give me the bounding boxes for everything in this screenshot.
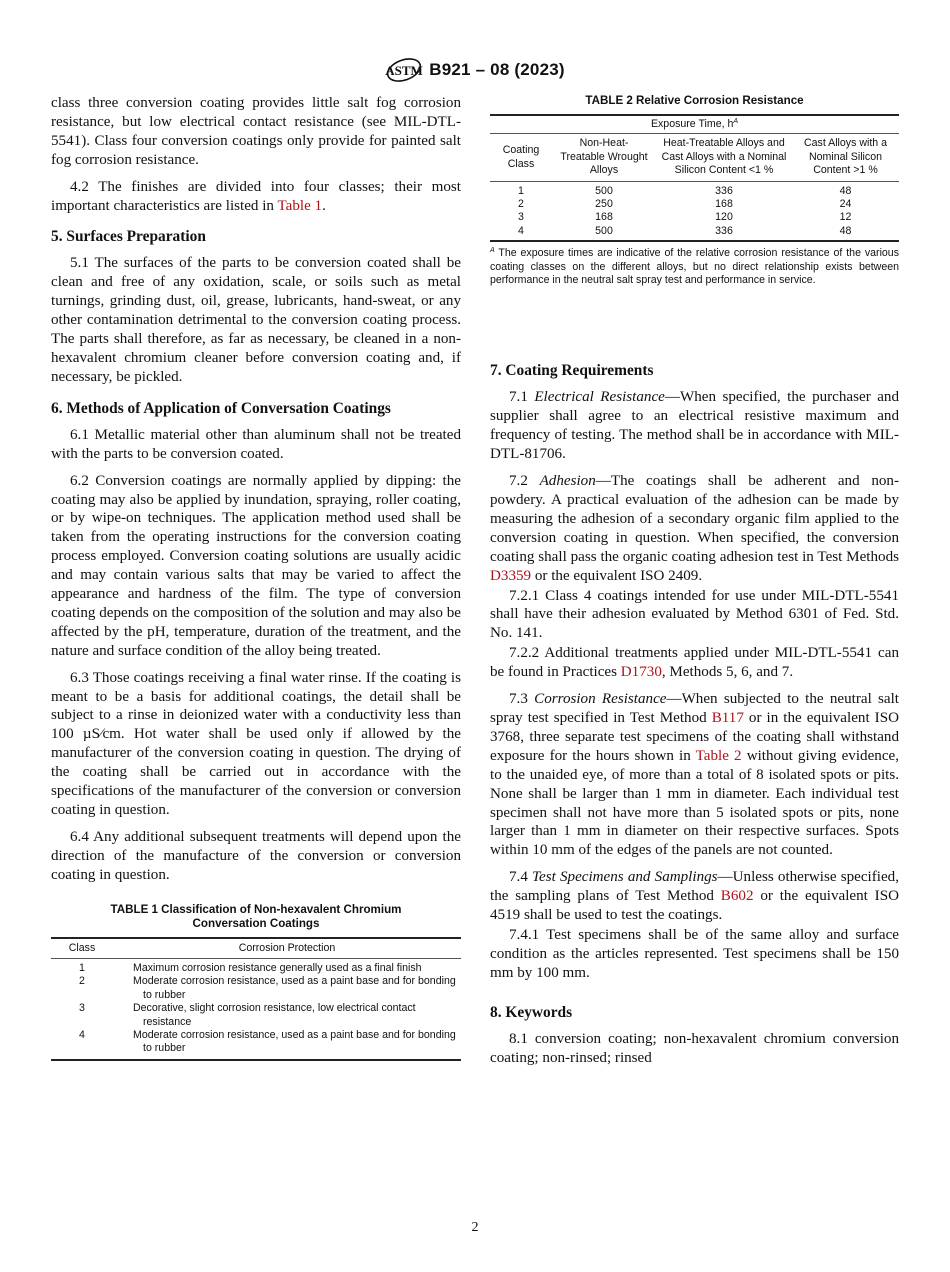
cell-class: 2 <box>79 975 85 988</box>
table-2-footnote <box>490 247 899 287</box>
cell: 500 <box>595 224 613 237</box>
paragraph-6-3: 6.3 Those coatings receiving a final water rinse. If the coating is meant to be a basis for additional coatings, the detail shall be subject to a rinse in deionized water with a conductivity less than 100 µS⁄cm. Hot water shall be used only if allowed by the manufacturer of the conversion coating in question. The drying of the coating shall be carried out in accordance with the specifications of the manufacturer of the conversion or conversion coating in question. <box>51 669 461 818</box>
cell: 4 <box>518 224 524 237</box>
page-header <box>0 56 950 89</box>
svg-text:ASTM: ASTM <box>385 63 424 78</box>
cell-class: 4 <box>79 1029 85 1042</box>
cell: 250 <box>595 198 613 211</box>
subsection-title: Adhesion <box>539 473 596 490</box>
paragraph-continued: class three conversion coating provides little salt fog corrosion resistance, but low electrical contact resistance (see MIL-DTL-5541). Class four conversion coatings only provide for painted salt fog corrosion resistance. <box>51 95 461 168</box>
paragraph-5-1: 5.1 The surfaces of the parts to be conversion coated shall be clean and free of any oxidation, scale, or soils such as metal turnings, grinding dust, oil, grease, lubricants, hand-sweat, or any other contamination detrimental to the conversion coating process. The parts shall therefore, as far as necessary, be cleaned in a non-hexavalent chromium cleaner before conversion coating and, if necessary, be pickled. <box>51 255 461 385</box>
paragraph-6-4: 6.4 Any additional subsequent treatments will depend upon the direction of the manufacture of the conversion or conversion coating in question. <box>51 828 461 883</box>
d3359-link[interactable]: D3359 <box>490 567 532 584</box>
cell: 336 <box>715 224 733 237</box>
cell-desc: Moderate corrosion resistance, used as a paint base and for bonding to rubber <box>133 975 456 1001</box>
text: 4.2 The finishes are divided into four classes; their most important characteristics are listed in <box>51 178 461 214</box>
section-8-heading: 8. Keywords <box>490 1003 573 1021</box>
table-row <box>490 181 899 198</box>
text: or the equivalent ISO 4519 shall be used to test the coatings. <box>490 888 899 924</box>
table-row <box>51 959 461 976</box>
table-2 <box>490 94 899 287</box>
cell: 336 <box>715 184 733 197</box>
cell: 2 <box>518 198 524 211</box>
table-row <box>51 1002 461 1029</box>
table-2-title: TABLE 2 Relative Corrosion Resistance <box>585 94 804 107</box>
subsection-title: Electrical Resistance <box>534 389 665 406</box>
cell: 24 <box>839 198 852 211</box>
subsection-title: Corrosion Resistance <box>534 691 667 708</box>
header-heat-treatable: Heat-Treatable Alloys and Cast Alloys with a Nominal Silicon Content <1 % <box>661 137 787 177</box>
paragraph-7-2-1: 7.2.1 Class 4 coatings intended for use under MIL-DTL-5541 shall have their adhesion evaluated by Method 6301 of Fed. Std. No. 141. <box>490 587 899 642</box>
text: or in the equivalent ISO 3768, three separate test specimens of the coating shall withstand exposure for the hours shown in <box>490 709 899 764</box>
table-row <box>51 975 461 1002</box>
text: . <box>322 197 326 214</box>
text: 7.4 <box>509 869 533 886</box>
paragraph-4-2 <box>51 178 461 216</box>
text: —The coatings shall be adherent and non-powdery. A practical evaluation of the adhesion can be made by measuring the adhesion of a secondary organic film applied to the conversion coating in question. When specified, the conversion coating shall pass the organic coating adhesion test in Test Methods <box>490 473 899 565</box>
text: or the equivalent ISO 2409. <box>531 567 703 584</box>
cell: 48 <box>839 224 852 237</box>
text: —When specified, the purchaser and supplier shall agree to an electrical resistive maximum and frequency of testing. The method shall be in accordance with MIL-DTL-81706. <box>490 389 899 463</box>
paragraph-7-2 <box>490 472 899 585</box>
paragraph-7-4 <box>490 868 899 925</box>
text: 7.1 <box>509 389 535 406</box>
table-row <box>490 198 899 211</box>
table-1 <box>51 903 461 1061</box>
b117-link[interactable]: B117 <box>711 709 744 726</box>
footnote-mark: A <box>733 118 739 125</box>
left-column <box>51 94 461 1061</box>
cell: 168 <box>715 198 733 211</box>
header-cast-alloys: Cast Alloys with a Nominal Silicon Content >1 % <box>803 137 888 177</box>
astm-logo-icon <box>385 56 423 84</box>
header-non-heat-treatable: Non-Heat-Treatable Wrought Alloys <box>560 137 648 177</box>
paragraph-7-1 <box>490 388 899 464</box>
cell: 48 <box>839 184 852 197</box>
d1730-link[interactable]: D1730 <box>620 664 662 681</box>
table-1-title <box>51 903 461 931</box>
table-row <box>51 1029 461 1060</box>
cell: 120 <box>715 211 733 224</box>
table-1-title-line1: TABLE 1 Classification of Non-hexavalent Chromium <box>110 902 402 916</box>
cell-desc: Moderate corrosion resistance, used as a paint base and for bonding to rubber <box>133 1029 456 1055</box>
text: , Methods 5, 6, and 7. <box>661 664 794 681</box>
table-2-link[interactable]: Table 2 <box>695 747 742 764</box>
text: —When subjected to the neutral salt spray test specified in Test Method <box>490 691 899 726</box>
document-designation: B921 – 08 (2023) <box>429 60 565 79</box>
text: 7.2 <box>509 473 540 490</box>
text: —Unless otherwise specified, the sampling plans of Test Method <box>490 869 899 905</box>
footnote-text: The exposure times are indicative of the relative corrosion resistance of the various coating classes on the different alloys, but no direct relationship exists between performance in the neutral salt spray test and performance in service. <box>490 247 899 287</box>
table-1-title-line2: Conversation Coatings <box>192 916 320 930</box>
cell-desc: Decorative, slight corrosion resistance, low electrical contact resistance <box>133 1002 416 1028</box>
table-1-header-protection: Corrosion Protection <box>238 941 336 954</box>
cell-desc: Maximum corrosion resistance generally used as a final finish <box>133 962 422 975</box>
table-row <box>490 211 899 224</box>
cell: 500 <box>595 184 613 197</box>
cell: 3 <box>518 211 524 224</box>
text: 7.3 <box>509 691 535 708</box>
cell: 168 <box>595 211 613 224</box>
cell-class: 3 <box>79 1002 85 1015</box>
paragraph-7-3 <box>490 690 899 860</box>
subsection-title: Test Specimens and Samplings <box>532 869 718 886</box>
text: Exposure Time, h <box>650 118 734 130</box>
right-column <box>490 94 899 1075</box>
table-1-link[interactable]: Table 1 <box>277 197 323 214</box>
table-row <box>490 225 899 241</box>
b602-link[interactable]: B602 <box>720 888 754 905</box>
table-1-header-class: Class <box>68 941 96 954</box>
paragraph-7-4-1: 7.4.1 Test specimens shall be of the same alloy and surface condition as the articles represented. Test specimens shall be 150 mm by 100 mm. <box>490 926 899 981</box>
header-coating-class: Coating Class <box>502 144 540 170</box>
cell-class: 1 <box>79 962 85 975</box>
paragraph-6-1: 6.1 Metallic material other than aluminum shall not be treated with the parts to be conversion coated. <box>51 426 461 462</box>
paragraph-8-1: 8.1 conversion coating; non-hexavalent chromium conversion coating; non-rinsed; rinsed <box>490 1030 899 1066</box>
text: without giving evidence, to the unaided eye, of more than a total of 8 isolated spots or pits. None shall be larger than 1 mm in diameter. Each individual test specimen shall not have more than 5 isolated spots or pits, none larger than 1 mm in diameter on their respective surfaces. Spots within 10 mm of the edges of the panels are not counted. <box>490 747 900 859</box>
exposure-time-header <box>490 115 899 134</box>
section-6-heading: 6. Methods of Application of Conversation Coatings <box>51 399 391 417</box>
footnote-mark: A <box>490 247 495 255</box>
cell: 12 <box>839 211 852 224</box>
text: 7.2.2 Additional treatments applied under MIL-DTL-5541 can be found in Practices <box>490 645 899 681</box>
cell: 1 <box>518 184 524 197</box>
paragraph-6-2: 6.2 Conversion coatings are normally applied by dipping: the coating may also be applied by inundation, spraying, roller coating, or by wipe-on techniques. The application method used shall be taken from the operating instructions for the conversion coating process employed. Conversion coating solutions are usually acidic and may contain various salts that may be varied to affect the appearance and hardness of the film. The type of conversion coating depends on the composition of the solution and may also be affected by the pH, temperature, duration of the treatment, and the nature and surface condition of the alloy being treated. <box>51 472 461 659</box>
page-number: 2 <box>471 1220 479 1235</box>
section-5-heading: 5. Surfaces Preparation <box>51 228 206 246</box>
paragraph-7-2-2 <box>490 644 899 682</box>
section-7-heading: 7. Coating Requirements <box>490 362 654 380</box>
